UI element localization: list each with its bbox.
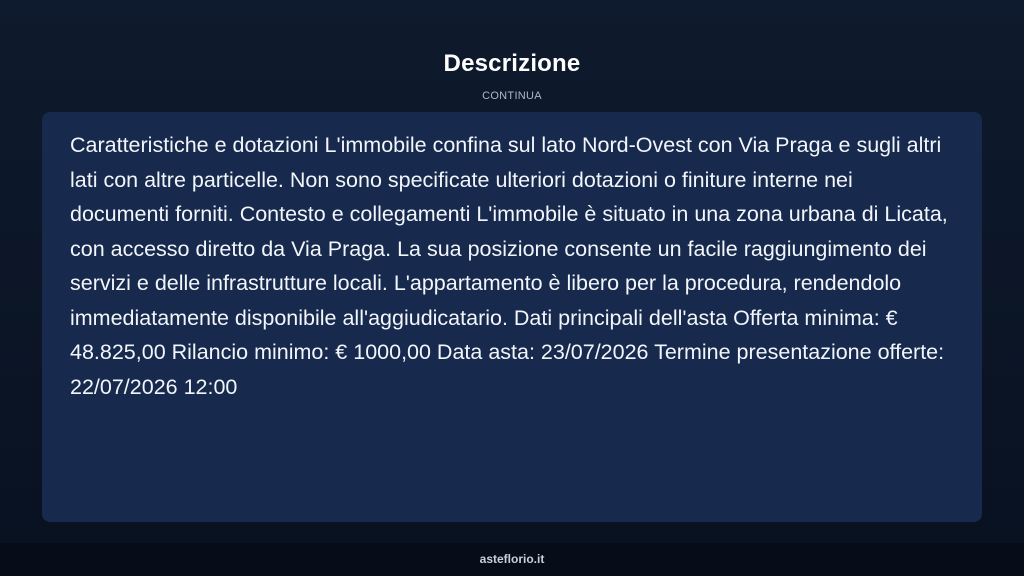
description-text: Caratteristiche e dotazioni L'immobile confina sul lato Nord-Ovest con Via Praga e sugli altri lati con altre particelle. Non sono specificate ulteriori dotazioni o finiture interne nei documenti forniti. Contesto e collegamenti L'immobile è situato in una zona urbana di Licata, con accesso diretto da Via Praga. La sua posizione consente un facile raggiungimento dei servizi e delle infrastrutture locali. L'appartamento è libero per la procedura, rendendolo immediatamente disponibile all'aggiudicatario. Dati principali dell'asta Offerta minima: € 48.825,00 Rilancio minimo: € 1000,00 Data asta: 23/07/2026 Termine presentazione offerte: 22/07/2026 12:00 — [70, 133, 948, 399]
continue-label: CONTINUA — [482, 90, 542, 102]
description-card — [42, 112, 982, 522]
footer-bar — [0, 543, 1024, 576]
page-title: Descrizione — [443, 50, 581, 77]
footer-brand: asteflorio.it — [479, 552, 545, 566]
